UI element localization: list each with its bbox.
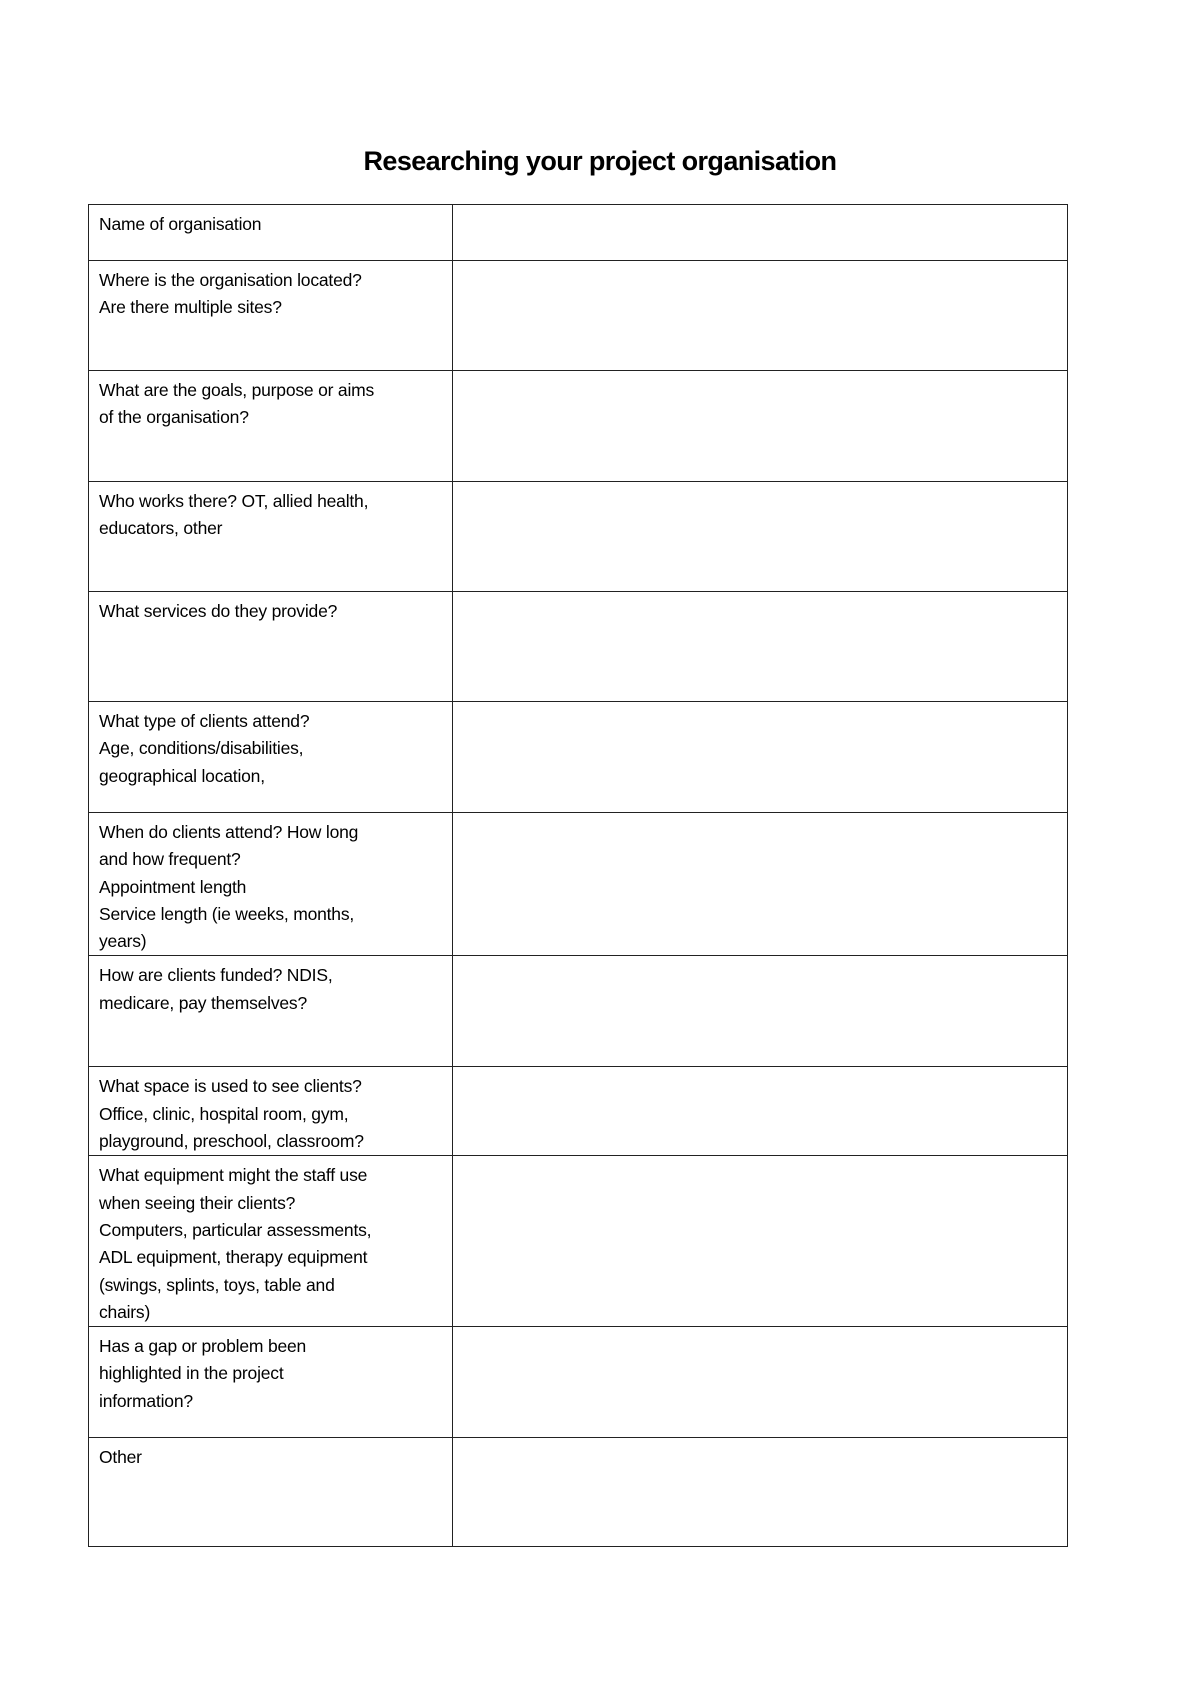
question-text: Age, conditions/disabilities, [99, 738, 304, 759]
answer-cell[interactable] [453, 482, 1068, 592]
question-text: highlighted in the project [99, 1363, 284, 1384]
question-text: Appointment length [99, 876, 247, 897]
question-text: Where is the organisation located? [99, 270, 362, 290]
question-cell [89, 1438, 453, 1547]
question-cell [89, 1156, 453, 1327]
question-cell [89, 592, 453, 702]
question-text: Service length (ie weeks, months, [99, 903, 355, 924]
table-row [89, 1438, 1068, 1547]
question-text: information? [99, 1390, 193, 1411]
question-text: What services do they provide? [99, 601, 338, 621]
question-text: What are the goals, purpose or aims [99, 380, 375, 400]
question-cell [89, 482, 453, 592]
answer-cell[interactable] [453, 1067, 1068, 1156]
research-table [88, 204, 1068, 1547]
question-cell [89, 205, 453, 261]
question-text: medicare, pay themselves? [99, 992, 308, 1013]
question-text: Who works there? OT, allied health, [99, 491, 369, 511]
question-text: of the organisation? [99, 407, 249, 428]
answer-cell[interactable] [453, 702, 1068, 813]
table-row [89, 592, 1068, 702]
table-row [89, 205, 1068, 261]
question-text: geographical location, [99, 765, 265, 786]
table-row [89, 261, 1068, 371]
question-text: How are clients funded? NDIS, [99, 965, 333, 986]
table-row [89, 482, 1068, 592]
answer-cell[interactable] [453, 1438, 1068, 1547]
question-text: What type of clients attend? [99, 711, 310, 731]
question-cell [89, 702, 453, 813]
question-text: Other [99, 1447, 142, 1468]
question-cell [89, 371, 453, 482]
answer-cell[interactable] [453, 1156, 1068, 1327]
answer-cell[interactable] [453, 371, 1068, 482]
answer-cell[interactable] [453, 592, 1068, 702]
answer-cell[interactable] [453, 1327, 1068, 1438]
question-cell [89, 956, 453, 1067]
question-text: When do clients attend? How long [99, 822, 359, 842]
table-row [89, 702, 1068, 813]
question-text: Are there multiple sites? [99, 297, 282, 318]
table-row [89, 371, 1068, 482]
answer-cell[interactable] [453, 261, 1068, 371]
answer-cell[interactable] [453, 956, 1068, 1067]
table-row [89, 956, 1068, 1067]
question-text: when seeing their clients? [99, 1192, 296, 1213]
question-text: educators, other [99, 518, 223, 539]
table-row [89, 1327, 1068, 1438]
question-cell [89, 813, 453, 956]
question-text: (swings, splints, toys, table and [99, 1274, 335, 1295]
answer-cell[interactable] [453, 813, 1068, 956]
question-text: ADL equipment, therapy equipment [99, 1247, 368, 1268]
answer-cell[interactable] [453, 205, 1068, 261]
question-text: and how frequent? [99, 849, 241, 870]
table-row [89, 1156, 1068, 1327]
question-text: What equipment might the staff use [99, 1165, 368, 1186]
question-text: Computers, particular assessments, [99, 1219, 372, 1240]
table-row [89, 1067, 1068, 1156]
question-text: Has a gap or problem been [99, 1336, 307, 1357]
question-cell [89, 1067, 453, 1156]
question-text: chairs) [99, 1301, 151, 1322]
table-row [89, 813, 1068, 956]
question-cell [89, 261, 453, 371]
question-text: What space is used to see clients? [99, 1076, 362, 1097]
question-text: Office, clinic, hospital room, gym, [99, 1103, 349, 1124]
page-title: Researching your project organisation [363, 146, 837, 176]
question-text: years) [99, 931, 147, 952]
question-text: playground, preschool, classroom? [99, 1131, 364, 1152]
question-text: Name of organisation [99, 214, 262, 234]
question-cell [89, 1327, 453, 1438]
